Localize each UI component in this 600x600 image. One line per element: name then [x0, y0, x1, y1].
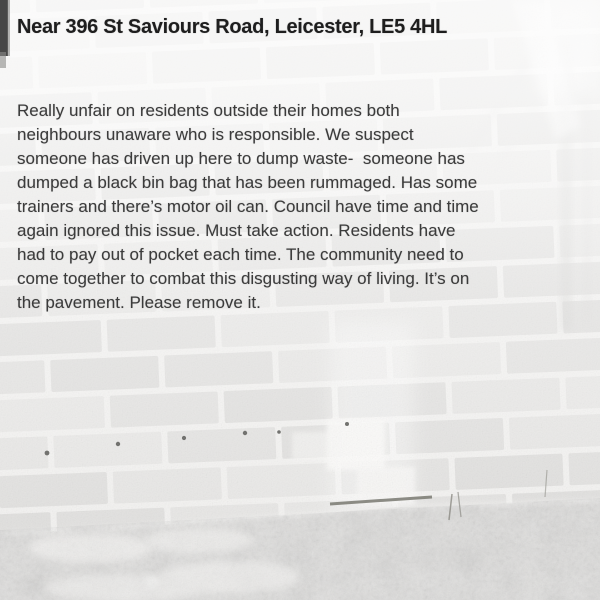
description-line: neighbours unaware who is responsible. We suspect — [17, 125, 414, 144]
description-line: trainers and there’s motor oil can. Council have time and time — [17, 197, 479, 216]
location-title: Near 396 St Saviours Road, Leicester, LE5 4HL — [17, 16, 448, 38]
report-description — [17, 99, 582, 315]
description-line: again ignored this issue. Must take action. Residents have — [17, 221, 456, 240]
description-line: Really unfair on residents outside their homes both — [17, 101, 400, 120]
description-line: dumped a black bin bag that has been rummaged. Has some — [17, 173, 478, 192]
description-line: had to pay out of pocket each time. The community need to — [17, 245, 464, 264]
description-line: someone has driven up here to dump waste- someone has — [17, 149, 465, 168]
description-line: the pavement. Please remove it. — [17, 293, 261, 312]
description-line: come together to combat this disgusting way of living. It’s on — [17, 269, 470, 288]
